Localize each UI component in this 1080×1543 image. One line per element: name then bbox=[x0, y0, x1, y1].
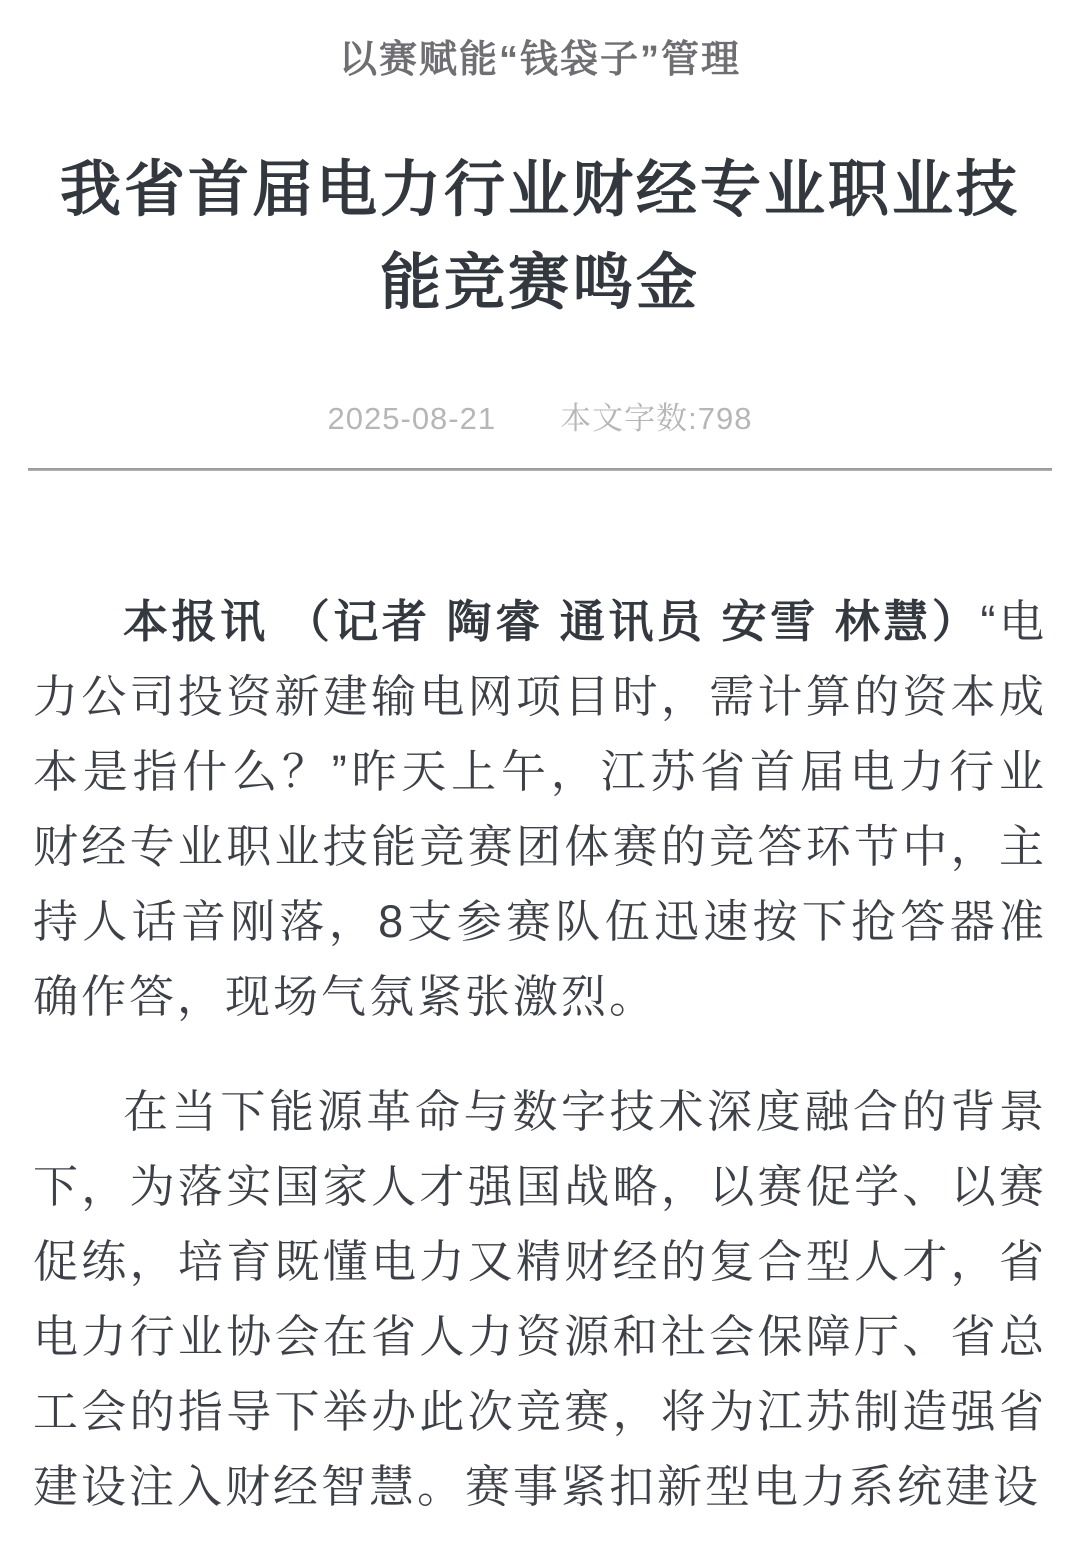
article-body bbox=[0, 584, 1080, 1524]
kicker: 以赛赋能“钱袋子”管理 bbox=[338, 39, 741, 81]
word-count: 本文字数:798 bbox=[560, 401, 753, 436]
page-title: 我省首届电力行业财经专业职业技能竞赛鸣金 bbox=[59, 155, 1020, 316]
byline-lead: 本报讯 （记者 陶睿 通讯员 安雪 林慧） bbox=[123, 596, 981, 647]
meta-row bbox=[0, 397, 1080, 441]
paragraph-1-text: “电力公司投资新建输电网项目时，需计算的资本成本是指什么？”昨天上午，江苏省首届电力行业财经专业职业技能竞赛团体赛的竞答环节中，主持人话音刚落，8支参赛队伍迅速按下抢答器准确作答，现场气氛紧张激烈。 bbox=[33, 596, 1047, 1022]
publish-date: 2025-08-21 bbox=[327, 401, 497, 436]
divider bbox=[28, 468, 1052, 471]
paragraph-1 bbox=[33, 584, 1047, 1034]
paragraph-2: 在当下能源革命与数字技术深度融合的背景下，为落实国家人才强国战略，以赛促学、以赛促练，培育既懂电力又精财经的复合型人才，省电力行业协会在省人力资源和社会保障厅、省总工会的指导下举办此次竞赛，将为江苏制造强省建设注入财经智慧。赛事紧扣新型电力系统建设 bbox=[33, 1086, 1047, 1512]
